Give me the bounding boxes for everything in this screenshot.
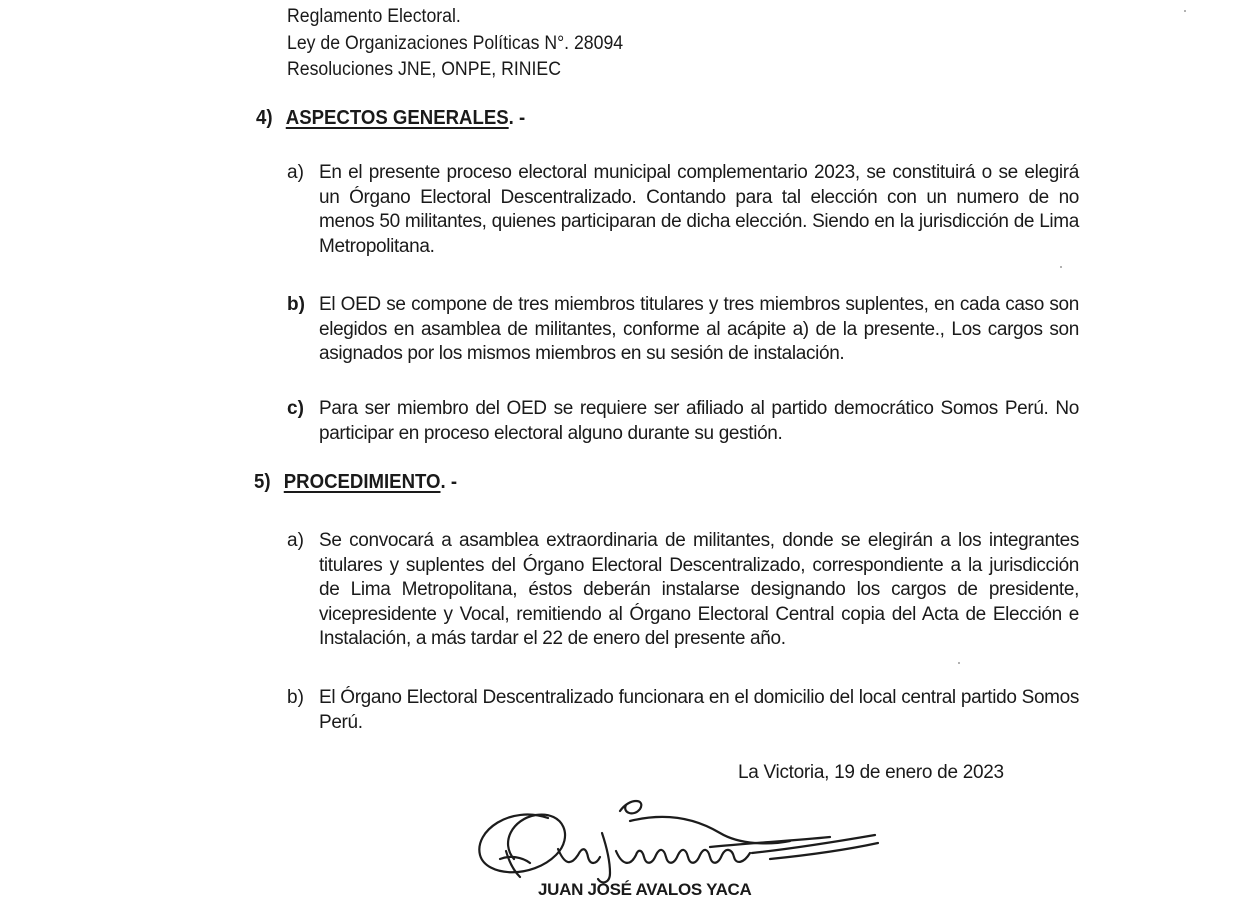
section-5-item-b: [287, 686, 1079, 735]
item-text: El OED se compone de tres miembros titulares y tres miembros suplentes, en cada caso son elegidos en asamblea de militantes, conforme al acápite a) de la presente., Los cargos son asignados por los mismos miembros en su sesión de instalación.: [319, 294, 1079, 364]
section-4-heading: [256, 107, 525, 130]
section-5-heading: [254, 471, 457, 494]
item-text: El Órgano Electoral Descentralizado funcionara en el domicilio del local central partido Somos Perú.: [319, 687, 1079, 733]
item-text: En el presente proceso electoral municipal complementario 2023, se constituirá o se elegirá un Órgano Electoral Descentralizado. Contando para tal elección con un numero de no menos 50 militantes, quienes participaran de dicha elección. Siendo en la jurisdicción de Lima Metropolitana.: [319, 162, 1079, 257]
item-text: Se convocará a asamblea extraordinaria de militantes, donde se elegirán a los integrantes titulares y suplentes del Órgano Electoral Descentralizado, correspondiente a la jurisdicción de Lima Metropolitana, éstos deberán instalarse designando los cargos de presidente, vicepresidente y Vocal, remitiendo al Órgano Electoral Central copia del Acta de Elección e Instalación, a más tardar el 22 de enero del presente año.: [319, 530, 1079, 649]
item-letter: c): [287, 398, 304, 419]
section-4-item-a: [287, 161, 1079, 259]
place-date: La Victoria, 19 de enero de 2023: [738, 762, 1004, 783]
scan-speck: [1184, 10, 1186, 12]
legal-ref-reglamento: Reglamento Electoral.: [287, 6, 461, 27]
item-text: Para ser miembro del OED se requiere ser afiliado al partido democrático Somos Perú. No participar en proceso electoral alguno durante su gestión.: [319, 398, 1079, 444]
section-4-title: ASPECTOS GENERALES: [285, 107, 509, 129]
section-5-title: PROCEDIMIENTO: [283, 471, 441, 493]
section-5-suffix: . -: [440, 471, 458, 493]
section-4-item-b: [287, 293, 1079, 367]
section-4-item-c: [287, 397, 1079, 446]
item-letter: a): [287, 162, 304, 183]
legal-ref-resoluciones: Resoluciones JNE, ONPE, RINIEC: [287, 59, 561, 80]
legal-references: [287, 4, 623, 84]
item-letter: b): [287, 687, 304, 708]
section-4-suffix: . -: [508, 107, 526, 129]
handwritten-signature: [470, 793, 890, 888]
section-5-number: 5): [254, 471, 271, 493]
item-letter: a): [287, 530, 304, 551]
legal-ref-ley: Ley de Organizaciones Políticas N°. 28094: [287, 32, 624, 54]
section-4-number: 4): [256, 107, 273, 129]
item-letter: b): [287, 294, 305, 315]
signer-name: JUAN JOSÉ AVALOS YACA: [538, 880, 752, 899]
scan-speck: [958, 662, 960, 664]
scan-speck: [1060, 266, 1062, 268]
section-5-item-a: [287, 529, 1079, 652]
